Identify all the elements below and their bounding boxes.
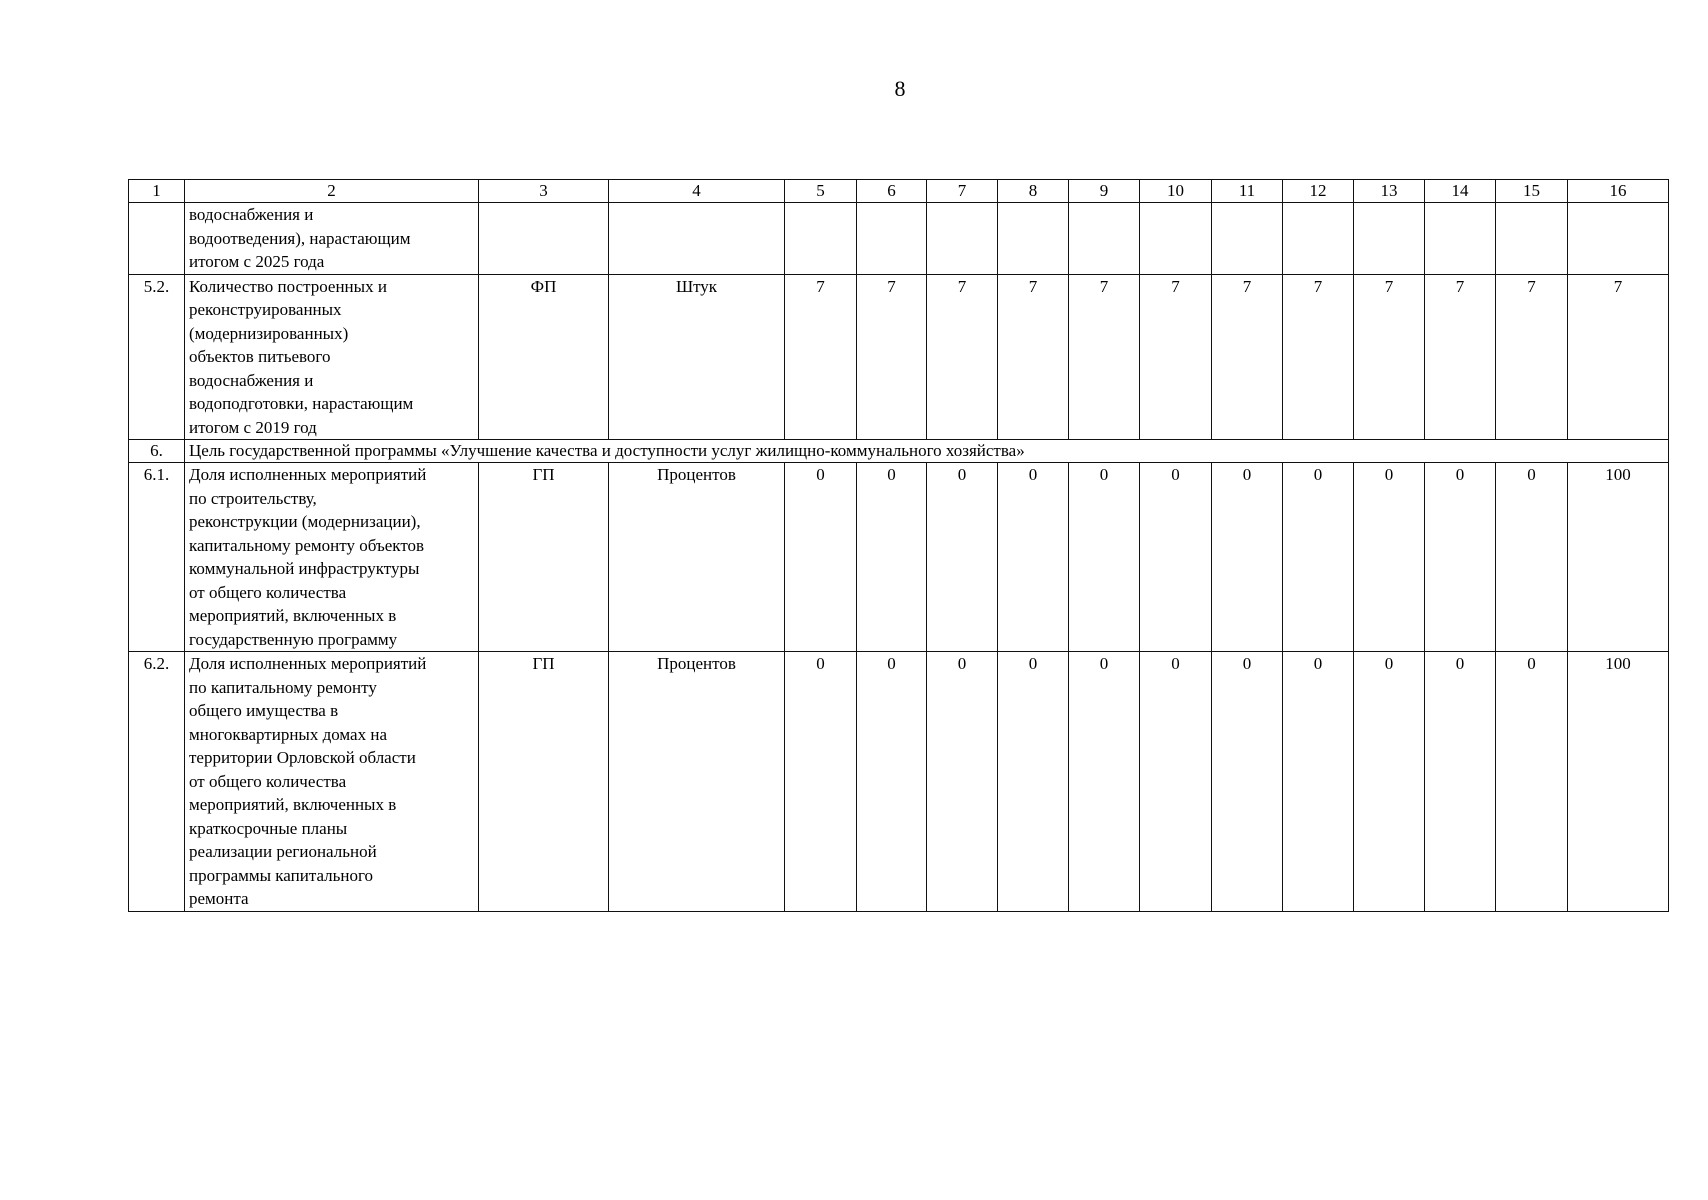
value-cell [1496,203,1568,275]
column-header-cell: 14 [1425,180,1496,203]
value-cell [1425,203,1496,275]
table-row [129,652,1669,912]
value-cell: 7 [785,274,857,440]
indicators-table [128,179,1669,912]
description-line: ремонта [189,889,249,908]
column-header-cell: 11 [1212,180,1283,203]
description-line: итогом с 2025 года [189,252,325,271]
value-cell: 0 [998,463,1069,652]
table-row [129,274,1669,440]
value-cell: 7 [857,274,927,440]
unit-cell [609,203,785,275]
goal-row [129,440,1669,463]
value-cell: 7 [1425,274,1496,440]
value-cell: 0 [1425,652,1496,912]
page-number: 8 [894,76,906,101]
column-header-cell: 12 [1283,180,1354,203]
goal-text-cell: Цель государственной программы «Улучшение качества и доступности услуг жилищно-коммунального хозяйства» [185,440,1669,463]
description-line: водоснабжения и [189,370,314,390]
row-number-cell [129,203,185,275]
value-cell: 7 [1283,274,1354,440]
description-line: объектов питьевого [189,347,331,366]
indicator-description-cell [185,652,479,912]
value-cell [1283,203,1354,275]
value-cell: 0 [1283,463,1354,652]
description-line: мероприятий, включенных в [189,606,397,625]
description-line: реконструированных [189,300,342,319]
column-header-cell: 6 [857,180,927,203]
value-cell: 0 [1069,463,1140,652]
value-cell [785,203,857,275]
indicator-type-cell: ГП [479,652,609,912]
value-cell: 0 [927,652,998,912]
column-header-cell: 4 [609,180,785,203]
value-cell [1069,203,1140,275]
value-cell: 0 [857,463,927,652]
description-line: мероприятий, включенных в [189,795,397,814]
column-header-cell: 5 [785,180,857,203]
value-cell: 0 [927,463,998,652]
value-cell [1212,203,1283,275]
column-header-cell: 9 [1069,180,1140,203]
description-line: от общего количества [189,582,347,602]
value-cell: 7 [1069,274,1140,440]
indicator-type-cell: ФП [479,274,609,440]
value-cell: 0 [1069,652,1140,912]
indicator-description-cell [185,274,479,440]
description-line: реализации региональной [189,842,377,861]
column-header-cell: 13 [1354,180,1425,203]
indicator-type-cell: ГП [479,463,609,652]
value-cell: 7 [1568,274,1669,440]
unit-cell: Процентов [609,652,785,912]
column-header-cell: 3 [479,180,609,203]
value-cell: 0 [998,652,1069,912]
goal-number-cell: 6. [129,440,185,463]
description-line: государственную программу [189,629,398,649]
value-cell: 0 [1212,652,1283,912]
unit-cell: Процентов [609,463,785,652]
table-header-row [129,180,1669,203]
value-cell: 7 [927,274,998,440]
value-cell: 100 [1568,652,1669,912]
indicator-type-cell [479,203,609,275]
value-cell: 0 [1283,652,1354,912]
description-line: Доля исполненных мероприятий [189,654,427,673]
value-cell: 7 [1496,274,1568,440]
value-cell: 0 [1140,463,1212,652]
column-header-cell: 15 [1496,180,1568,203]
indicator-description-cell [185,203,479,275]
value-cell: 0 [1140,652,1212,912]
value-cell: 0 [1354,463,1425,652]
description-line: Количество построенных и [189,276,387,296]
column-header-cell: 16 [1568,180,1669,203]
description-line: многоквартирных домах на [189,724,387,744]
description-line: территории Орловской области [189,748,416,767]
description-line: водоотведения), нарастающим [189,228,411,248]
description-line: программы капитального [189,865,374,885]
value-cell: 7 [1140,274,1212,440]
value-cell [1568,203,1669,275]
table-row [129,203,1669,275]
value-cell: 0 [1496,463,1568,652]
row-number-cell: 6.1. [129,463,185,652]
description-line: по строительству, [189,488,317,508]
value-cell [927,203,998,275]
value-cell: 7 [998,274,1069,440]
value-cell: 100 [1568,463,1669,652]
value-cell: 7 [1354,274,1425,440]
description-line: краткосрочные планы [189,818,348,838]
table-row [129,463,1669,652]
value-cell: 0 [785,463,857,652]
column-header-cell: 1 [129,180,185,203]
column-header-cell: 10 [1140,180,1212,203]
value-cell: 0 [1496,652,1568,912]
description-line: водоснабжения и [189,205,314,224]
value-cell [998,203,1069,275]
value-cell: 0 [857,652,927,912]
description-line: Доля исполненных мероприятий [189,465,427,484]
value-cell: 0 [1212,463,1283,652]
description-line: капитальному ремонту объектов [189,535,425,555]
value-cell: 0 [785,652,857,912]
unit-cell: Штук [609,274,785,440]
row-number-cell: 5.2. [129,274,185,440]
row-number-cell: 6.2. [129,652,185,912]
column-header-cell: 2 [185,180,479,203]
description-line: коммунальной инфраструктуры [189,559,420,578]
description-line: (модернизированных) [189,323,349,343]
value-cell: 0 [1425,463,1496,652]
description-line: итогом с 2019 год [189,417,317,437]
description-line: водоподготовки, нарастающим [189,394,414,413]
value-cell [857,203,927,275]
column-header-cell: 7 [927,180,998,203]
description-line: по капитальному ремонту [189,677,377,697]
description-line: от общего количества [189,771,347,791]
value-cell: 0 [1354,652,1425,912]
value-cell [1354,203,1425,275]
description-line: реконструкции (модернизации), [189,512,421,531]
value-cell: 7 [1212,274,1283,440]
value-cell [1140,203,1212,275]
column-header-cell: 8 [998,180,1069,203]
description-line: общего имущества в [189,701,339,720]
indicator-description-cell [185,463,479,652]
